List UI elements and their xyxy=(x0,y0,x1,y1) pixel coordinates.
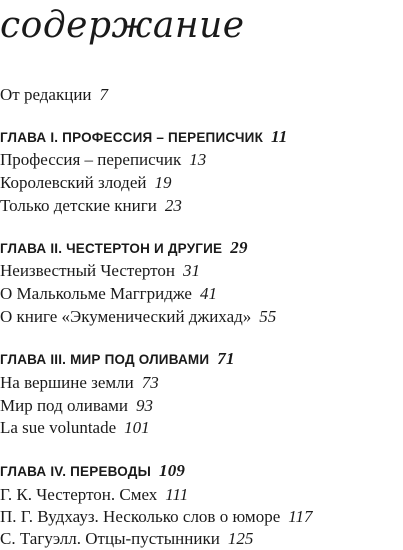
chapter-heading-2 xyxy=(0,238,248,259)
entry-text: П. Г. Вудхауз. Несколько слов о юморе xyxy=(0,507,281,526)
entry-page-number: 125 xyxy=(227,529,254,548)
toc-entry xyxy=(0,283,217,305)
toc-title: содержание xyxy=(0,5,245,46)
toc-entry xyxy=(0,506,312,528)
entry-page-number: 93 xyxy=(136,396,154,415)
chapter-title: ГЛАВА I. ПРОФЕССИЯ – ПЕРЕПИСЧИК xyxy=(0,130,264,145)
entry-text: La sue voluntade xyxy=(0,418,117,437)
toc-entry xyxy=(0,172,171,194)
entry-page-number: 31 xyxy=(183,261,200,280)
entry-text: Королевский злодей xyxy=(0,173,147,192)
chapter-heading-4 xyxy=(0,461,185,482)
chapter-title: ГЛАВА IV. ПЕРЕВОДЫ xyxy=(0,464,152,479)
entry-text: Мир под оливами xyxy=(0,396,129,415)
toc-entry xyxy=(0,149,206,171)
toc-entry xyxy=(0,372,159,394)
entry-text: От редакции xyxy=(0,85,92,104)
entry-page-number: 117 xyxy=(288,507,313,526)
entry-page-number: 73 xyxy=(141,373,159,392)
chapter-title: ГЛАВА III. МИР ПОД ОЛИВАМИ xyxy=(0,352,210,367)
toc-entry xyxy=(0,195,182,217)
toc-entry-front xyxy=(0,84,108,106)
entry-text: Профессия – переписчик xyxy=(0,150,182,169)
toc-entry xyxy=(0,306,276,328)
entry-page-number: 41 xyxy=(199,284,217,303)
entry-page-number: 7 xyxy=(99,85,109,104)
entry-page-number: 13 xyxy=(189,150,207,169)
chapter-page-number: 11 xyxy=(271,127,288,146)
entry-page-number: 111 xyxy=(165,485,189,504)
entry-page-number: 23 xyxy=(164,196,182,215)
chapter-page-number: 29 xyxy=(230,238,248,257)
entry-text: С. Тагуэлл. Отцы-пустынники xyxy=(0,529,220,548)
entry-page-number: 19 xyxy=(154,173,172,192)
entry-page-number: 55 xyxy=(259,307,277,326)
entry-text: На вершине земли xyxy=(0,373,134,392)
entry-text: Неизвестный Честертон xyxy=(0,261,175,280)
chapter-page-number: 109 xyxy=(159,461,186,480)
toc-entry xyxy=(0,417,150,439)
chapter-heading-1 xyxy=(0,127,287,148)
entry-text: О Малькольме Маггридже xyxy=(0,284,192,303)
entry-text: Г. К. Честертон. Смех xyxy=(0,485,158,504)
toc-entry xyxy=(0,395,153,417)
toc-entry xyxy=(0,528,253,550)
chapter-title: ГЛАВА II. ЧЕСТЕРТОН И ДРУГИЕ xyxy=(0,241,223,256)
entry-text: О книге «Экуменический джихад» xyxy=(0,307,252,326)
chapter-page-number: 71 xyxy=(217,349,235,368)
entry-page-number: 101 xyxy=(124,418,150,437)
chapter-heading-3 xyxy=(0,349,235,370)
entry-text: Только детские книги xyxy=(0,196,157,215)
toc-entry xyxy=(0,484,188,506)
toc-entry xyxy=(0,260,200,282)
